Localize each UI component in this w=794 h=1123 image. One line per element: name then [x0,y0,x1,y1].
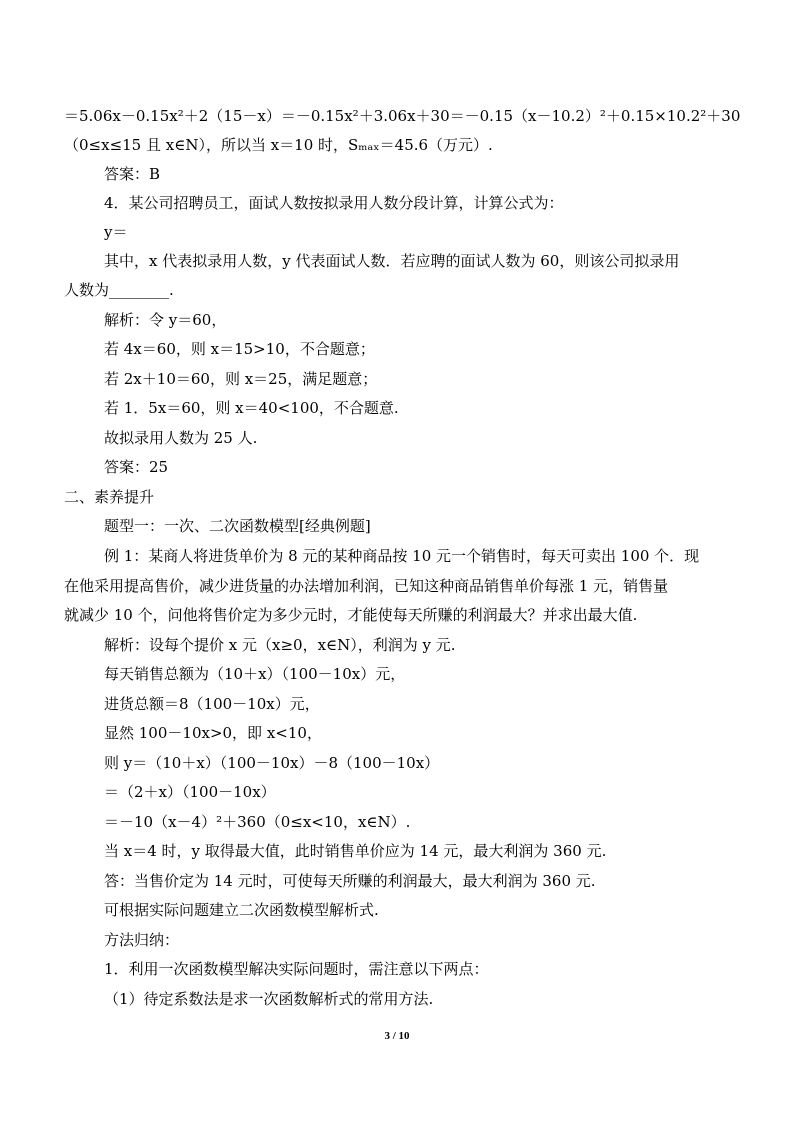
text-line: 就减少 10 个，问他将售价定为多少元时，才能使每天所赚的利润最大？并求出最大值. [64,606,638,624]
text-line: 题型一：一次、二次函数模型[经典例题] [104,517,371,535]
text-line: 答案：25 [104,458,169,476]
text-line: 二、素养提升 [64,488,155,506]
text-line: ＝5.06x－0.15x²＋2（15－x）＝－0.15x²＋3.06x＋30＝－0.15（x－10.2）²＋0.15×10.2²＋30 [64,107,741,125]
text-line: 其中，x 代表拟录用人数，y 代表面试人数．若应聘的面试人数为 60，则该公司拟录用 [104,252,680,270]
page-number: 3 / 10 [384,1030,410,1042]
text-line: y＝ [104,223,128,241]
text-line: （1）待定系数法是求一次函数解析式的常用方法. [104,990,434,1008]
text-line: 进货总额＝8（100－10x）元， [104,695,320,713]
text-line: 人数为________. [64,281,174,299]
text-line: 当 x＝4 时，y 取得最大值，此时销售单价应为 14 元，最大利润为 360 元. [104,842,607,860]
text-line: 若 1．5x＝60，则 x＝40<100，不合题意. [104,399,399,417]
text-line: 在他采用提高售价，减少进货量的办法增加利润，已知这种商品销售单价每涨 1 元，销售量 [64,577,669,595]
text-line: 可根据实际问题建立二次函数模型解析式. [104,901,379,919]
text-line: 若 2x＋10＝60，则 x＝25，满足题意； [104,370,378,388]
text-line: 4．某公司招聘员工，面试人数按拟录用人数分段计算，计算公式为： [104,194,564,212]
text-line: 若 4x＝60，则 x＝15>10，不合题意； [104,340,375,358]
text-line: 每天销售总额为（10＋x）（100－10x）元， [104,665,406,683]
text-line: 例 1：某商人将进货单价为 8 元的某种商品按 10 元一个销售时，每天可卖出 100 个．现 [104,547,700,565]
text-line: ＝－10（x－4）²＋360（0≤x<10，x∈N）. [104,813,411,831]
text-line: 1．利用一次函数模型解决实际问题时，需注意以下两点： [104,960,489,978]
text-line: ＝（2＋x）（100－10x） [104,783,276,801]
text-line: 答：当售价定为 14 元时，可使每天所赚的利润最大，最大利润为 360 元. [104,872,596,890]
text-line: 则 y＝（10＋x）（100－10x）－8（100－10x） [104,754,440,772]
text-line: （0≤x≤15 且 x∈N），所以当 x＝10 时，Sₘₐₓ＝45.6（万元）. [64,136,493,154]
text-line: 答案：B [104,165,161,183]
text-line: 方法归纳： [104,931,180,949]
text-line: 显然 100－10x>0，即 x<10， [104,724,322,742]
text-line: 解析：设每个提价 x 元（x≥0，x∈N），利润为 y 元. [104,636,456,654]
text-line: 故拟录用人数为 25 人. [104,429,258,447]
text-line: 解析：令 y＝60， [104,311,227,329]
